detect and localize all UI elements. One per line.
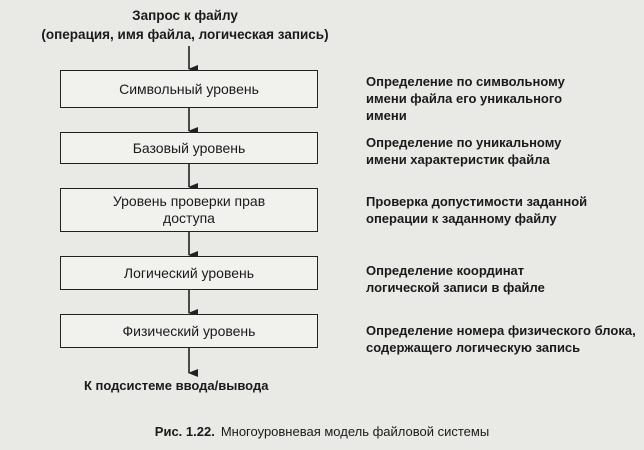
level-desc-physical: Определение номера физического блока, содержащего логическую запись (366, 323, 636, 355)
io-subsystem-label: К подсистеме ввода/вывода (84, 378, 269, 393)
figure-title: Многоуровневая модель файловой системы (220, 424, 490, 439)
level-box-physical (60, 314, 318, 348)
level-desc-symbolic: Определение по символьному имени файла его уникального имени (366, 74, 565, 123)
level-label-access: Уровень проверки прав доступа (112, 193, 266, 226)
level-label-symbolic: Символьный уровень (119, 80, 259, 97)
level-desc-base: Определение по уникальному имени характеристик файла (366, 135, 562, 167)
request-line-1: Запрос к файлу (132, 8, 238, 23)
figure-caption (0, 424, 644, 439)
level-label-base: Базовый уровень (132, 139, 246, 156)
level-label-physical: Физический уровень (122, 322, 256, 339)
figure-number: Рис. 1.22. (154, 424, 215, 439)
level-box-logical (60, 256, 318, 290)
request-label (30, 6, 340, 44)
level-box-base (60, 132, 318, 164)
request-line-2: (операция, имя файла, логическая запись) (41, 27, 329, 42)
level-desc-logical: Определение координат логической записи в файле (366, 263, 545, 295)
level-box-access (60, 188, 318, 232)
level-label-logical: Логический уровень (123, 264, 255, 281)
level-box-symbolic (60, 70, 318, 108)
level-desc-access: Проверка допустимости заданной операции к заданному файлу (366, 194, 588, 226)
